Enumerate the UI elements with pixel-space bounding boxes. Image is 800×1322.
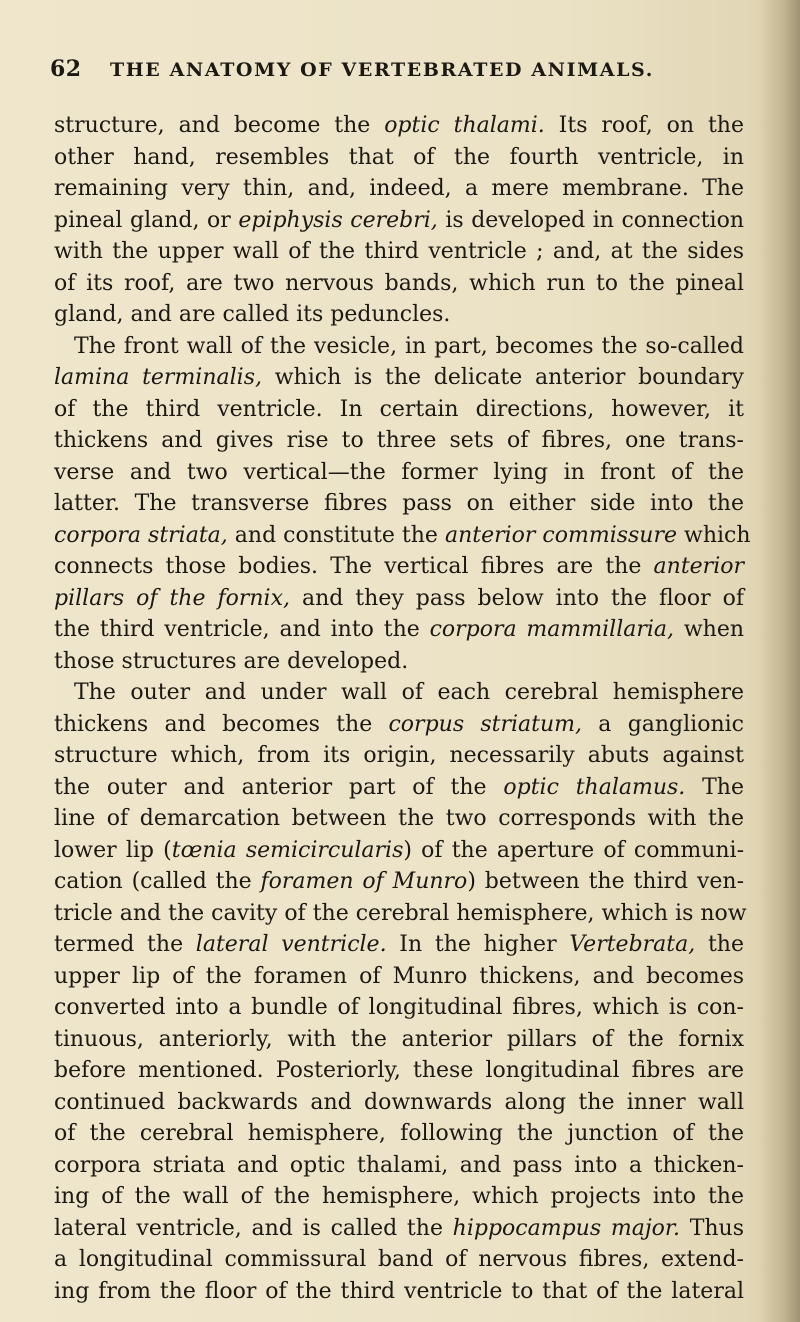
- text-run: the outer and anterior part of the: [54, 774, 504, 800]
- text-line: [54, 1244, 744, 1276]
- text-run: termed the: [54, 932, 196, 957]
- text-run: Its roof, on the: [544, 113, 744, 138]
- text-line: [54, 331, 744, 363]
- text-line: [54, 677, 744, 709]
- text-run: In the higher: [386, 932, 570, 957]
- text-line: [54, 1118, 744, 1150]
- text-run: ) between the third ven-: [467, 869, 745, 894]
- italic-term: Vertebrata,: [569, 932, 696, 957]
- italic-term: lamina terminalis,: [54, 365, 262, 390]
- text-run: when: [674, 617, 745, 642]
- text-line: [54, 1055, 744, 1087]
- text-line: [54, 835, 744, 867]
- text-run: of the third ventricle. In certain directions, however, it: [54, 396, 744, 422]
- text-line: [54, 898, 747, 930]
- text-run: ing from the floor of the third ventricle to that of the lateral: [54, 1278, 744, 1304]
- text-run: with the upper wall of the third ventricle ; and, at the sides: [54, 239, 744, 264]
- text-run: a ganglionic: [582, 711, 744, 737]
- text-line: [54, 457, 744, 489]
- italic-term: corpora mammillaria,: [429, 617, 675, 642]
- text-line: [54, 110, 744, 142]
- binding-shadow: [758, 0, 800, 1322]
- text-run: The front wall of the vesicle, in part, becomes the so-called: [74, 333, 744, 359]
- text-run: continued backwards and downwards along the inner wall: [54, 1089, 744, 1115]
- text-line: [54, 740, 744, 772]
- italic-term: optic thalami.: [384, 113, 545, 138]
- text-run: a longitudinal commissural band of nervous fibres, extend-: [54, 1247, 744, 1272]
- text-run: lateral ventricle, and is called the: [54, 1215, 453, 1241]
- text-run: of its roof, are two nervous bands, which run to the pineal: [54, 270, 744, 296]
- text-line: [54, 772, 744, 804]
- text-run: tricle and the cavity of the cerebral hemisphere, which is now: [54, 900, 747, 926]
- text-line: [54, 236, 744, 268]
- text-line: [54, 425, 744, 457]
- italic-term: corpus striatum,: [388, 711, 583, 737]
- text-line: [54, 1087, 744, 1119]
- text-run: cation (called the: [54, 869, 261, 894]
- text-run: before mentioned. Posteriorly, these longitudinal fibres are: [54, 1058, 744, 1083]
- text-line: [54, 583, 744, 615]
- text-line: [54, 268, 744, 300]
- text-run: gland, and are called its peduncles.: [54, 302, 451, 327]
- italic-term: anterior commissure: [444, 522, 678, 548]
- text-run: The outer and under wall of each cerebral hemisphere: [74, 680, 744, 705]
- text-line: [54, 551, 744, 583]
- text-run: Thus: [679, 1215, 744, 1241]
- italic-term: corpora striata,: [54, 522, 228, 548]
- text-line: [54, 205, 744, 237]
- italic-term: anterior: [653, 554, 744, 579]
- text-run: verse and two vertical—the former lying in front of the: [54, 459, 744, 485]
- text-run: converted into a bundle of longitudinal fibres, which is con-: [54, 995, 744, 1020]
- page-header: [50, 56, 750, 88]
- text-run: ) of the aperture of communi-: [403, 837, 745, 863]
- text-run: structure, and become the: [54, 113, 385, 138]
- text-line: [54, 299, 744, 331]
- text-run: the: [695, 932, 744, 957]
- text-line: [54, 142, 744, 174]
- text-run: is developed in connection: [437, 207, 745, 233]
- text-line: [54, 520, 751, 552]
- text-run: line of demarcation between the two corresponds with the: [54, 806, 744, 831]
- body-text: [54, 110, 751, 1307]
- text-run: which: [677, 522, 751, 548]
- text-line: [54, 992, 744, 1024]
- text-line: [54, 961, 744, 993]
- text-run: those structures are developed.: [54, 648, 409, 674]
- text-line: [54, 929, 744, 961]
- text-run: and they pass below into the floor of: [289, 585, 745, 611]
- text-line: [54, 1024, 744, 1056]
- text-line: [54, 614, 744, 646]
- italic-term: optic thalamus.: [503, 774, 686, 800]
- text-line: [54, 866, 744, 898]
- italic-term: pillars of the fornix,: [54, 585, 290, 611]
- text-line: [54, 646, 744, 678]
- italic-term: lateral ventricle.: [195, 932, 387, 957]
- text-line: [54, 1213, 744, 1245]
- text-run: remaining very thin, and, indeed, a mere membrane. The: [54, 176, 744, 201]
- italic-term: epiphysis cerebri,: [238, 207, 438, 233]
- text-run: tinuous, anteriorly, with the anterior pillars of the fornix: [54, 1026, 744, 1052]
- text-run: structure which, from its origin, necessarily abuts against: [54, 743, 744, 768]
- text-run: latter. The transverse fibres pass on either side into the: [54, 491, 744, 516]
- text-run: pineal gland, or: [54, 207, 239, 233]
- text-line: [54, 709, 744, 741]
- text-run: lower lip (: [54, 837, 172, 863]
- text-run: corpora striata and optic thalami, and pass into a thicken-: [54, 1152, 744, 1178]
- text-line: [54, 394, 744, 426]
- text-line: [54, 488, 744, 520]
- text-run: and constitute the: [227, 522, 445, 548]
- text-run: connects those bodies. The vertical fibres are the: [54, 554, 654, 579]
- text-line: [54, 1181, 744, 1213]
- italic-term: hippocampus major.: [452, 1215, 680, 1241]
- text-line: [54, 173, 744, 205]
- text-line: [54, 803, 744, 835]
- text-run: of the cerebral hemisphere, following the junction of the: [54, 1121, 744, 1146]
- running-head: THE ANATOMY OF VERTEBRATED ANIMALS.: [110, 59, 654, 81]
- text-run: thickens and becomes the: [54, 711, 389, 737]
- text-run: other hand, resembles that of the fourth ventricle, in: [54, 144, 744, 170]
- text-run: the third ventricle, and into the: [54, 617, 430, 642]
- italic-term: tœnia semicircularis: [171, 837, 404, 863]
- text-run: thickens and gives rise to three sets of fibres, one trans-: [54, 428, 744, 453]
- text-run: which is the delicate anterior boundary: [261, 365, 744, 390]
- text-line: [54, 1150, 744, 1182]
- italic-term: foramen of Munro: [260, 869, 468, 894]
- text-run: upper lip of the foramen of Munro thickens, and becomes: [54, 963, 744, 989]
- page-number: 62: [50, 56, 82, 82]
- text-run: The: [685, 774, 744, 800]
- text-line: [54, 1276, 744, 1308]
- text-line: [54, 362, 744, 394]
- text-run: ing of the wall of the hemisphere, which projects into the: [54, 1184, 744, 1209]
